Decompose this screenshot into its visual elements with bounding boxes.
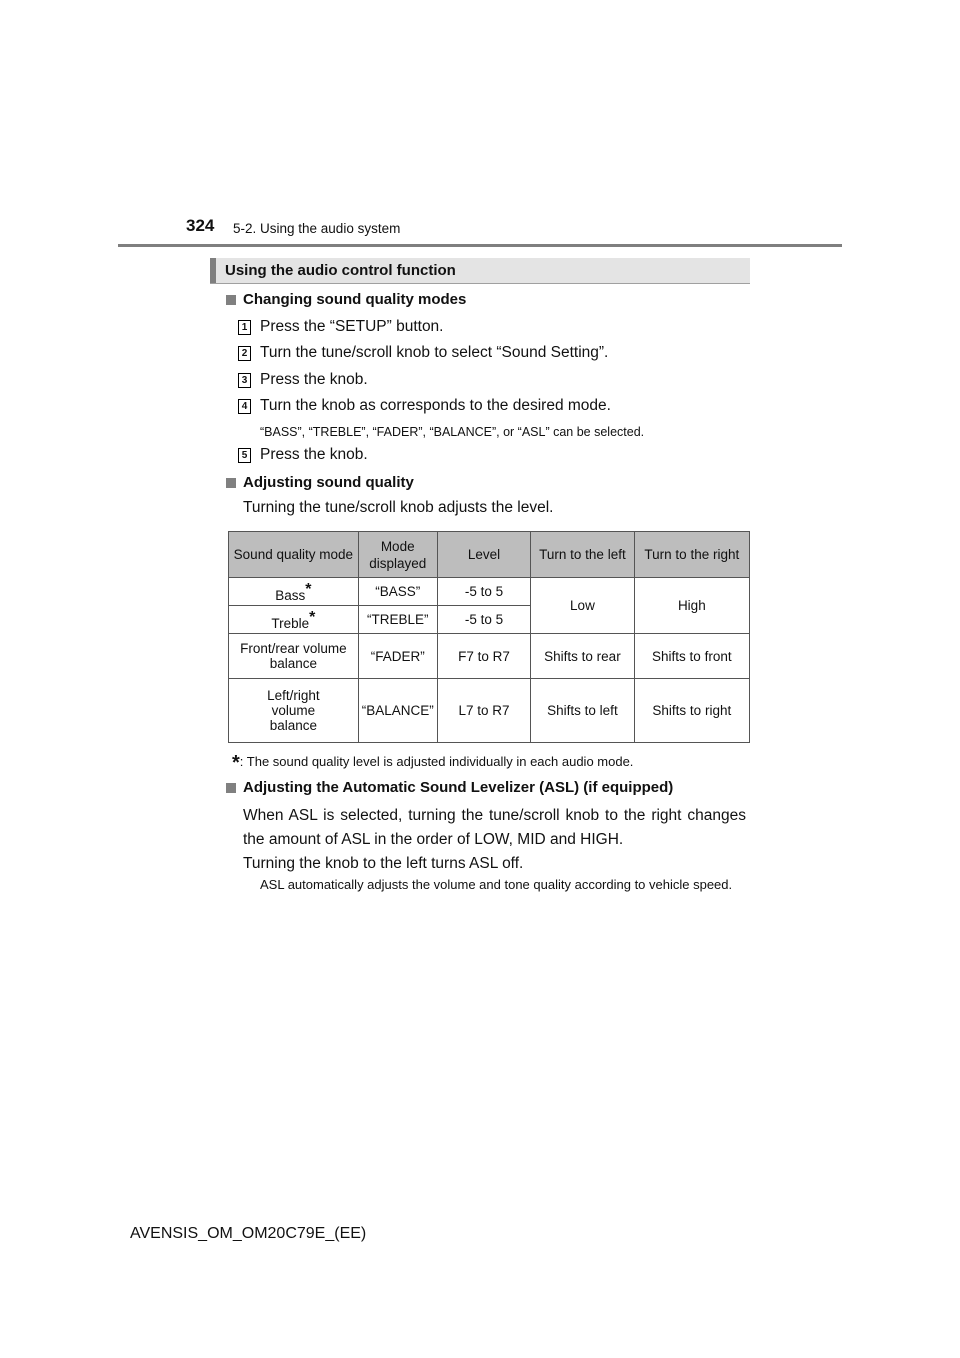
cell-displayed: “TREBLE” xyxy=(358,606,437,634)
col-header-turn-left: Turn to the left xyxy=(531,532,634,578)
band-marker xyxy=(210,258,216,283)
cell-turn-right: Shifts to front xyxy=(634,634,749,679)
mode-label: Bass xyxy=(275,587,306,603)
cell-displayed: “FADER” xyxy=(358,634,437,679)
table-row xyxy=(229,679,750,743)
page-number: 324 xyxy=(186,216,215,235)
asl-text-2: Turning the knob to the left turns ASL off. xyxy=(243,855,524,872)
square-bullet-icon xyxy=(226,783,236,793)
document-footer: AVENSIS_OM_OM20C79E_(EE) xyxy=(130,1225,367,1242)
col-header-level: Level xyxy=(437,532,531,578)
subheading-adjust-quality: Adjusting sound quality xyxy=(243,474,414,491)
square-bullet-icon xyxy=(226,478,236,488)
step-text-1: Press the “SETUP” button. xyxy=(260,318,444,335)
mode-label: Treble xyxy=(271,615,310,631)
col-header-sound-quality-mode: Sound quality mode xyxy=(229,532,359,578)
step-number-3: 3 xyxy=(238,373,251,388)
asl-paragraph xyxy=(243,804,746,876)
footnote-star: * xyxy=(305,580,312,598)
step-number-1: 1 xyxy=(238,320,251,335)
table-header-row xyxy=(229,532,750,578)
col-header-turn-right: Turn to the right xyxy=(634,532,749,578)
col-header-mode-displayed: Mode displayed xyxy=(358,532,437,578)
cell-turn-left: Low xyxy=(531,578,634,634)
cell-level: F7 to R7 xyxy=(437,634,531,679)
square-bullet-icon xyxy=(226,295,236,305)
cell-turn-left: Shifts to rear xyxy=(531,634,634,679)
asl-text-1: When ASL is selected, turning the tune/scroll knob to the right changes the amount of ASL in the order of LOW, MID and HIGH. xyxy=(243,807,746,848)
footnote-star: * xyxy=(309,608,316,626)
cell-displayed: “BASS” xyxy=(358,578,437,606)
step-text-4: Turn the knob as corresponds to the desired mode. xyxy=(260,397,611,414)
cell-level: L7 to R7 xyxy=(437,679,531,743)
subheading-sound-modes: Changing sound quality modes xyxy=(243,291,467,308)
step-number-2: 2 xyxy=(238,346,251,361)
table-row xyxy=(229,578,750,606)
cell-level: -5 to 5 xyxy=(437,606,531,634)
step-text-2: Turn the tune/scroll knob to select “Sound Setting”. xyxy=(260,344,609,361)
step-text-3: Press the knob. xyxy=(260,371,368,388)
section-heading: Using the audio control function xyxy=(225,262,456,279)
subheading-asl: Adjusting the Automatic Sound Levelizer (ASL) (if equipped) xyxy=(243,779,674,796)
cell-displayed: “BALANCE” xyxy=(358,679,437,743)
adjust-quality-text: Turning the tune/scroll knob adjusts the level. xyxy=(243,499,554,516)
cell-turn-right: Shifts to right xyxy=(634,679,749,743)
footnote-text: : The sound quality level is adjusted individually in each audio mode. xyxy=(239,754,634,769)
cell-turn-left: Shifts to left xyxy=(531,679,634,743)
step-number-4: 4 xyxy=(238,399,251,414)
cell-level: -5 to 5 xyxy=(437,578,531,606)
step-number-5: 5 xyxy=(238,448,251,463)
footnote-star: * xyxy=(232,752,240,774)
step-text-5: Press the knob. xyxy=(260,446,368,463)
cell-mode xyxy=(229,606,359,634)
header-rule xyxy=(118,244,842,247)
cell-mode: Left/right volume balance xyxy=(229,679,359,743)
mode-selection-note: “BASS”, “TREBLE”, “FADER”, “BALANCE”, or “ASL” can be selected. xyxy=(260,425,645,439)
sound-quality-table xyxy=(228,531,750,743)
cell-mode xyxy=(229,578,359,606)
cell-mode: Front/rear volume balance xyxy=(229,634,359,679)
section-heading-band xyxy=(210,258,750,284)
section-title: 5-2. Using the audio system xyxy=(233,221,401,236)
asl-note: ASL automatically adjusts the volume and tone quality according to vehicle speed. xyxy=(260,877,733,892)
table-footnote xyxy=(232,752,633,775)
table-row xyxy=(229,634,750,679)
cell-turn-right: High xyxy=(634,578,749,634)
